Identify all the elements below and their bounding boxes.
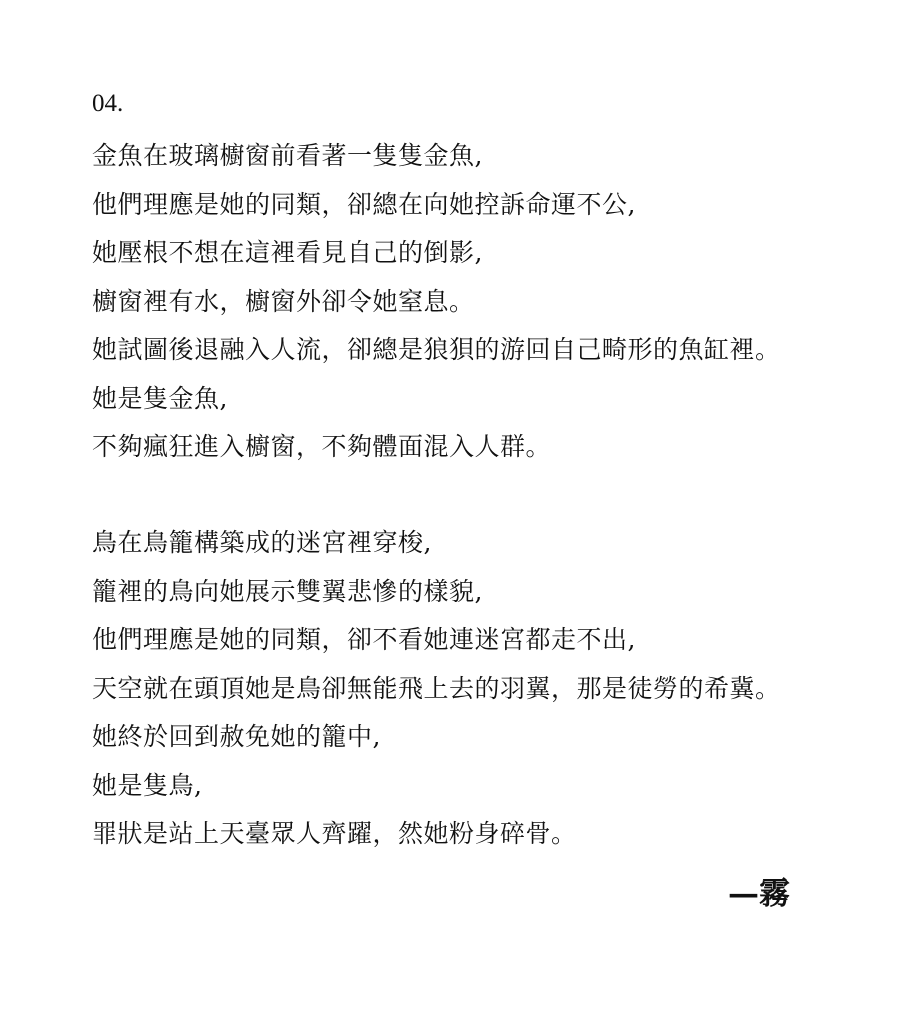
poem-line: 她試圖後退融入人流，卻總是狼狽的游回自己畸形的魚缸裡。	[92, 335, 781, 364]
poem-number: 04.	[92, 90, 124, 117]
poem-line: 她終於回到赦免她的籠中,	[92, 722, 381, 751]
poem-line: 她是隻金魚,	[92, 383, 228, 413]
poem-line: 他們理應是她的同類，卻不看她連迷宮都走不出,	[92, 625, 636, 654]
poem-line: 金魚在玻璃櫥窗前看著一隻隻金魚,	[92, 141, 483, 170]
poem-line: 她壓根不想在這裡看見自己的倒影,	[92, 238, 483, 267]
stanza-goldfish	[92, 132, 781, 472]
poem-line: 天空就在頭頂她是鳥卻無能飛上去的羽翼，那是徒勞的希冀。	[92, 673, 781, 703]
poem-line: 櫥窗裡有水，櫥窗外卻令她窒息。	[92, 286, 475, 316]
author-signature: —霧	[728, 876, 790, 912]
poem-line: 她是隻鳥,	[92, 770, 203, 800]
poem-line: 鳥在鳥籠構築成的迷宮裡穿梭,	[92, 528, 432, 557]
poem-line: 不夠瘋狂進入櫥窗，不夠體面混入人群。	[92, 432, 552, 461]
poem-line: 籠裡的鳥向她展示雙翼悲慘的樣貌,	[92, 576, 483, 606]
poem-line: 罪狀是站上天臺眾人齊躍，然她粉身碎骨。	[92, 819, 577, 848]
stanza-bird	[92, 519, 781, 859]
poem-line: 他們理應是她的同類，卻總在向她控訴命運不公,	[92, 189, 636, 219]
